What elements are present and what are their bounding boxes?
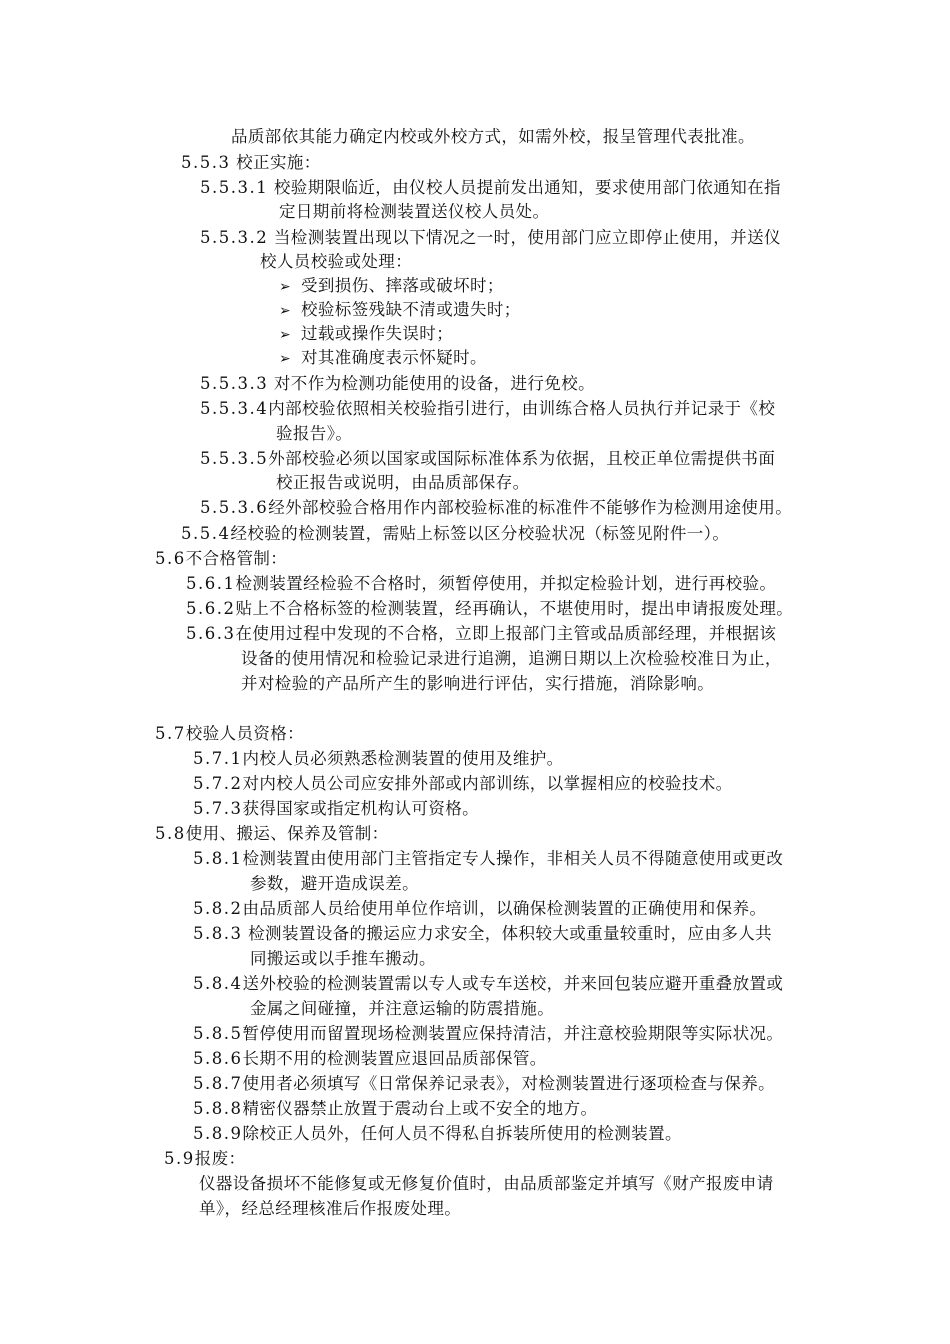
paragraph-line: 同搬运或以手推车搬动。 (250, 949, 436, 968)
section-number: 5.9 (164, 1149, 195, 1168)
section-number: 5.5.3 (181, 153, 231, 172)
paragraph-line: 校正报告或说明，由品质部保存。 (276, 473, 530, 492)
list-item: ➢ 校验标签残缺不清或遗失时； (279, 298, 521, 323)
section-number: 5.8.7 (193, 1074, 243, 1093)
section-number: 5.5.3.3 (200, 374, 269, 393)
section-number: 5.5.3.2 (200, 228, 269, 247)
section-number: 5.5.3.6 (200, 498, 269, 517)
clause-5-5-3-2: 5.5.3.2 当检测装置出现以下情况之一时，使用部门应立即停止使用，并送仪 (200, 228, 781, 247)
arrow-bullet-icon: ➢ (279, 327, 292, 343)
section-5-8-heading: 5.8使用、搬运、保养及管制： (155, 824, 389, 843)
section-number: 5.5.4 (181, 524, 231, 543)
section-number: 5.8.8 (193, 1099, 243, 1118)
arrow-bullet-icon: ➢ (279, 351, 292, 367)
clause-5-8-6: 5.8.6长期不用的检测装置应退回品质部保管。 (193, 1049, 547, 1068)
clause-5-6-2: 5.6.2贴上不合格标签的检测装置，经再确认，不堪使用时，提出申请报废处理。 (186, 599, 794, 618)
clause-5-8-8: 5.8.8精密仪器禁止放置于震动台上或不安全的地方。 (193, 1099, 598, 1118)
paragraph-line: 金属之间碰撞，并注意运输的防震措施。 (250, 999, 555, 1018)
clause-5-8-7: 5.8.7使用者必须填写《日常保养记录表》，对检测装置进行逐项检查与保养。 (193, 1074, 776, 1093)
clause-5-8-1: 5.8.1检测装置由使用部门主管指定专人操作，非相关人员不得随意使用或更改 (193, 849, 784, 868)
section-5-9-heading: 5.9报废： (164, 1149, 246, 1168)
clause-5-7-3: 5.7.3获得国家或指定机构认可资格。 (193, 799, 480, 818)
arrow-bullet-icon: ➢ (279, 279, 292, 295)
section-number: 5.8.9 (193, 1124, 243, 1143)
section-number: 5.7.1 (193, 749, 243, 768)
clause-5-5-3-5: 5.5.3.5外部校验必须以国家或国际标准体系为依据，且校正单位需提供书面 (200, 449, 776, 468)
clause-5-5-3-1: 5.5.3.1 校验期限临近，由仪校人员提前发出通知，要求使用部门依通知在指 (200, 178, 781, 197)
clause-5-6-3: 5.6.3在使用过程中发现的不合格，立即上报部门主管或品质部经理，并根据该 (186, 624, 777, 643)
clause-5-5-3-3: 5.5.3.3 对不作为检测功能使用的设备，进行免校。 (200, 374, 595, 393)
clause-5-8-9: 5.8.9除校正人员外，任何人员不得私自拆装所使用的检测装置。 (193, 1124, 682, 1143)
section-number: 5.8.4 (193, 974, 243, 993)
clause-5-7-1: 5.7.1内校人员必须熟悉检测装置的使用及维护。 (193, 749, 564, 768)
paragraph-line: 校人员校验或处理： (260, 252, 413, 271)
clause-5-8-4: 5.8.4送外校验的检测装置需以专人或专车送校，并来回包装应避开重叠放置或 (193, 974, 784, 993)
section-5-6-heading: 5.6不合格管制： (155, 549, 288, 568)
section-5-5-4: 5.5.4经校验的检测装置，需贴上标签以区分校验状况（标签见附件一）。 (181, 524, 730, 543)
paragraph-line: 仪器设备损坏不能修复或无修复价值时，由品质部鉴定并填写《财产报废申请 (199, 1174, 774, 1193)
section-number: 5.8 (155, 824, 186, 843)
paragraph-line: 品质部依其能力确定内校或外校方式，如需外校，报呈管理代表批准。 (231, 127, 755, 146)
section-number: 5.7.3 (193, 799, 243, 818)
clause-5-8-2: 5.8.2由品质部人员给使用单位作培训，以确保检测装置的正确使用和保养。 (193, 899, 767, 918)
section-5-5-3: 5.5.3 校正实施： (181, 153, 321, 172)
section-number: 5.8.2 (193, 899, 243, 918)
clause-5-7-2: 5.7.2对内校人员公司应安排外部或内部训练，以掌握相应的校验技术。 (193, 774, 733, 793)
clause-5-8-5: 5.8.5暂停使用而留置现场检测装置应保持清洁，并注意校验期限等实际状况。 (193, 1024, 784, 1043)
section-number: 5.8.5 (193, 1024, 243, 1043)
section-number: 5.7.2 (193, 774, 243, 793)
section-number: 5.8.1 (193, 849, 243, 868)
section-number: 5.6.1 (186, 574, 236, 593)
clause-5-5-3-6: 5.5.3.6经外部校验合格用作内部校验标准的标准件不能够作为检测用途使用。 (200, 498, 793, 517)
section-number: 5.8.6 (193, 1049, 243, 1068)
arrow-bullet-icon: ➢ (279, 303, 292, 319)
paragraph-line: 参数，避开造成误差。 (250, 874, 419, 893)
section-number: 5.6 (155, 549, 186, 568)
clause-5-5-3-4: 5.5.3.4内部校验依照相关校验指引进行，由训练合格人员执行并记录于《校 (200, 399, 776, 418)
list-item: ➢ 过载或操作失误时； (279, 322, 453, 347)
paragraph-line: 设备的使用情况和检验记录进行追溯，追溯日期以上次检验校准日为止， (241, 649, 782, 668)
section-5-7-heading: 5.7校验人员资格： (155, 724, 305, 743)
section-number: 5.5.3.1 (200, 178, 269, 197)
section-number: 5.6.2 (186, 599, 236, 618)
section-number: 5.7 (155, 724, 186, 743)
paragraph-line: 单》，经总经理核准后作报废处理。 (199, 1199, 462, 1218)
section-number: 5.5.3.4 (200, 399, 269, 418)
paragraph-line: 并对检验的产品所产生的影响进行评估，实行措施，消除影响。 (241, 674, 715, 693)
section-number: 5.6.3 (186, 624, 236, 643)
section-number: 5.8.3 (193, 924, 243, 943)
list-item: ➢ 受到损伤、摔落或破坏时； (279, 274, 504, 299)
section-number: 5.5.3.5 (200, 449, 269, 468)
clause-5-6-1: 5.6.1检测装置经检验不合格时，须暂停使用，并拟定检验计划，进行再校验。 (186, 574, 777, 593)
list-item: ➢ 对其准确度表示怀疑时。 (279, 346, 487, 371)
clause-5-8-3: 5.8.3 检测装置设备的搬运应力求安全，体积较大或重量较重时，应由多人共 (193, 924, 773, 943)
paragraph-line: 验报告》。 (276, 424, 353, 443)
paragraph-line: 定日期前将检测装置送仪校人员处。 (279, 202, 550, 221)
